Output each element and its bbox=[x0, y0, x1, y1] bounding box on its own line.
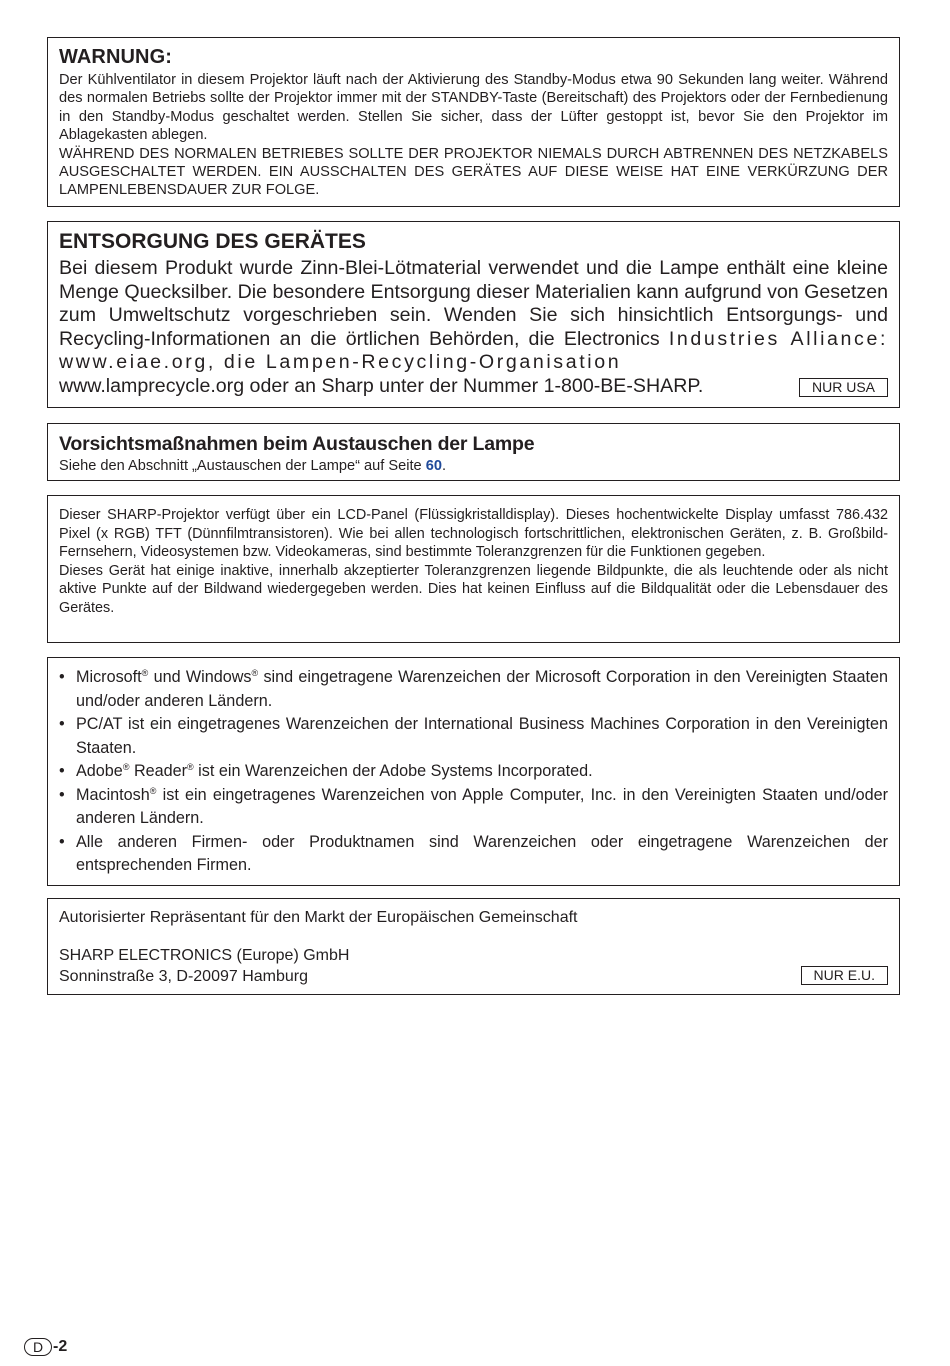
trademark-text: sind eingetragene Warenzeichen der Microsoft Corporation in den Vereinigten Staaten und/oder anderen Ländern. bbox=[76, 668, 888, 710]
lamp-text bbox=[59, 458, 888, 474]
lcd-info-box bbox=[47, 495, 900, 643]
trademark-name: und Windows bbox=[148, 668, 252, 686]
lamp-text-body: Siehe den Abschnitt „Austauschen der Lampe“ auf Seite bbox=[59, 458, 422, 474]
registered-mark: ® bbox=[187, 762, 194, 772]
eu-representative-box bbox=[47, 898, 900, 995]
company-address-line bbox=[59, 966, 888, 987]
warning-box bbox=[47, 37, 900, 207]
page-number-text: -2 bbox=[53, 1338, 68, 1355]
list-item bbox=[59, 784, 888, 831]
trademark-name: Reader bbox=[129, 762, 188, 780]
trademarks-box bbox=[47, 657, 900, 886]
lamp-title: Vorsichtsmaßnahmen beim Austauschen der Lampe bbox=[59, 433, 535, 455]
bullet-icon: • bbox=[59, 762, 65, 780]
list-item bbox=[59, 666, 888, 713]
lcd-text-2: Dieses Gerät hat einige inaktive, innerhalb akzeptierter Toleranzgrenzen liegende Bildpunkte, die als leuchtende oder als nicht aktive Punkte auf der Bildwand wiedergegeben werden. Dies hat keinen Einfluss auf die Bildqualität oder die Lebensdauer des Gerätes. bbox=[59, 562, 888, 616]
list-item bbox=[59, 760, 888, 784]
warning-text: Der Kühlventilator in diesem Projektor läuft nach der Aktivierung des Standby-Modus etwa 90 Sekunden lang weiter. Während des normalen Betriebs sollte der Projektor immer mit der STANDBY-Taste (Bereitschaft) des Projektors oder der Fernbedienung in den Standby-Modus geschaltet werden. Stellen Sie sicher, dass der Lüfter gestoppt ist, bevor Sie den Projektor im Ablagekasten ablegen. bbox=[59, 72, 888, 144]
trademark-name: Microsoft bbox=[76, 668, 142, 686]
language-badge: D bbox=[24, 1338, 52, 1356]
company-address: Sonninstraße 3, D-20097 Hamburg bbox=[59, 968, 309, 985]
registered-mark: ® bbox=[122, 762, 130, 772]
bullet-icon: • bbox=[59, 832, 65, 851]
registered-mark: ® bbox=[251, 668, 259, 678]
bullet-icon: • bbox=[59, 668, 65, 686]
disposal-text-main: Bei diesem Produkt wurde Zinn-Blei-Lötmaterial verwendet und die Lampe enthält eine kleine Menge Quecksilber. Die besondere Entsorgung dieser Materialien kann aufgrund von Gesetzen zum Umweltschutz vorgeschrieben sein. Wenden Sie sich hinsichtlich Entsorgungs- und Recycling-Informationen an die örtlichen Behörden, die Electronics bbox=[59, 257, 888, 350]
representative-heading: Autorisierter Repräsentant für den Markt der Europäischen Gemeinschaft bbox=[59, 909, 578, 926]
company-name: SHARP ELECTRONICS (Europe) GmbH bbox=[59, 947, 350, 964]
trademark-list bbox=[59, 666, 888, 878]
disposal-text bbox=[59, 257, 888, 375]
page-reference-link[interactable]: 60 bbox=[425, 458, 442, 474]
lcd-text bbox=[59, 506, 888, 617]
lamp-precautions-box bbox=[47, 423, 900, 481]
page-number bbox=[24, 1338, 67, 1356]
trademark-name: Adobe bbox=[76, 762, 123, 780]
disposal-box bbox=[47, 221, 900, 408]
trademark-text: Alle anderen Firmen- oder Produktnamen sind Warenzeichen oder eingetragene Warenzeichen der entsprechenden Firmen. bbox=[76, 832, 888, 874]
disposal-last-line bbox=[59, 375, 888, 399]
disposal-text-wide: Industries Alliance: www.eiae.org, die Lampen-Recycling-Organisation bbox=[59, 327, 888, 374]
warning-title: WARNUNG: bbox=[59, 46, 173, 68]
warning-caps-text: WÄHREND DES NORMALEN BETRIEBES SOLLTE DER PROJEKTOR NIEMALS DURCH ABTRENNEN DES NETZKABELS AUSGESCHALTET WERDEN. EIN AUSSCHALTEN DES GERÄTES AUF DIESE WEISE HAT EINE VERKÜRZUNG DER LAMPENLEBENSDAUER ZUR FOLGE. bbox=[59, 145, 888, 199]
trademark-text: ist ein eingetragenes Warenzeichen von Apple Computer, Inc. in den Vereinigten Staaten und/oder anderen Ländern. bbox=[76, 785, 888, 827]
lcd-text-1: Dieser SHARP-Projektor verfügt über ein LCD-Panel (Flüssigkristalldisplay). Dieses hochentwickelte Display umfasst 786.432 Pixel (x RGB) TFT (Dünnfilmtransistoren). Wie bei allen technologisch fortschrittlichen, elektronischen Geräten, z. B. Großbild-Fernsehern, Videosystemen bzw. Videokameras, sind bestimmte Toleranzgrenzen für die Funktionen gegeben. bbox=[59, 507, 888, 560]
registered-mark: ® bbox=[149, 785, 157, 796]
list-item bbox=[59, 831, 888, 878]
region-tag-eu: NUR E.U. bbox=[801, 966, 888, 985]
trademark-text: ist ein Warenzeichen der Adobe Systems Incorporated. bbox=[193, 762, 593, 780]
disposal-text-last: www.lamprecycle.org oder an Sharp unter der Nummer 1-800-BE-SHARP. bbox=[59, 374, 704, 397]
bullet-icon: • bbox=[59, 785, 65, 804]
disposal-title: ENTSORGUNG DES GERÄTES bbox=[59, 230, 366, 253]
trademark-name: Macintosh bbox=[76, 785, 150, 804]
list-item bbox=[59, 713, 888, 760]
lamp-text-period: . bbox=[441, 458, 447, 474]
bullet-icon: • bbox=[59, 715, 65, 733]
trademark-text: PC/AT ist ein eingetragenes Warenzeichen der International Business Machines Corporation in den Vereinigten Staaten. bbox=[76, 715, 888, 757]
region-tag-usa: NUR USA bbox=[799, 378, 888, 397]
registered-mark: ® bbox=[141, 668, 149, 678]
